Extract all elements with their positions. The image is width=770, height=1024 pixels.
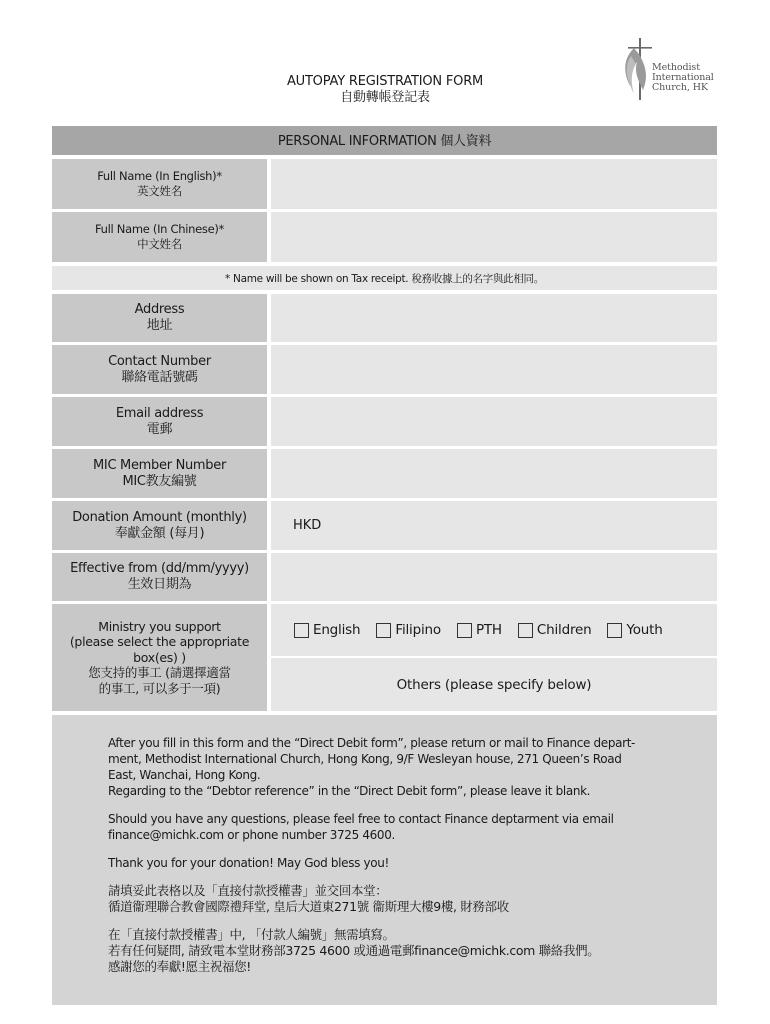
instructions-contact-zh: 在「直接付款授權書」中, 「付款人編號」無需填寫。 若有任何疑問, 請致電本堂財務部3725 4600 或通過電郵finance@michk.com 聯絡我們。 感謝您的奉獻!愿主祝福您! (108, 927, 600, 974)
name-zh-label: Full Name (In Chinese)* 中文姓名 (52, 212, 267, 262)
name-zh-row (52, 212, 717, 262)
church-logo-text: Methodist International Church, HK (652, 62, 714, 93)
member-field[interactable] (271, 449, 717, 498)
name-en-field[interactable] (271, 159, 717, 209)
contact-field[interactable] (271, 345, 717, 394)
email-field[interactable] (271, 397, 717, 446)
ministry-row (52, 604, 717, 711)
name-note: * Name will be shown on Tax receipt. 稅務收據上的名字與此相同。 (52, 266, 717, 290)
address-field[interactable] (271, 294, 717, 342)
checkbox[interactable] (607, 623, 622, 638)
checkbox[interactable] (457, 623, 472, 638)
form-title-en: AUTOPAY REGISTRATION FORM (286, 74, 484, 89)
form-title (230, 74, 540, 106)
member-label: MIC Member Number MIC教友編號 (52, 449, 267, 498)
contact-row (52, 345, 717, 394)
ministry-others-field[interactable] (271, 658, 717, 711)
ministry-option-pth[interactable]: PTH (457, 622, 502, 638)
checkbox[interactable] (376, 623, 391, 638)
donation-label: Donation Amount (monthly) 奉獻金額 (每月) (52, 501, 267, 550)
ministry-option-filipino[interactable]: Filipino (376, 622, 441, 638)
address-row (52, 294, 717, 342)
donation-row (52, 501, 717, 550)
member-row (52, 449, 717, 498)
section-header: PERSONAL INFORMATION 個人資料 (52, 126, 717, 155)
email-label: Email address 電郵 (52, 397, 267, 446)
effective-field[interactable] (271, 553, 717, 601)
ministry-option-children[interactable]: Children (518, 622, 592, 638)
name-en-row (52, 159, 717, 209)
checkbox[interactable] (518, 623, 533, 638)
contact-label: Contact Number 聯絡電話號碼 (52, 345, 267, 394)
instructions-return-zh: 請填妥此表格以及「直接付款授權書」並交回本堂： 循道衞理聯合教會國際禮拜堂, 皇后大道東271號 衞斯理大樓9樓, 財務部收 (108, 883, 509, 914)
instructions-block (52, 715, 717, 1005)
ministry-option-english[interactable]: English (294, 622, 360, 638)
form-title-zh: 自動轉帳登記表 (340, 90, 430, 105)
donation-field[interactable]: HKD (271, 501, 717, 550)
instructions-return: After you fill in this form and the “Direct Debit form”, please return or mail to Finance depart- ment, Methodist International Church, Hong Kong, 9/F Wesleyan house, 271 Queen’s Road East, Wanchai, Hong Kong. Regarding to the “Debtor reference” in the “Direct Debit form”, please leave it blank. (108, 736, 636, 798)
ministry-option-youth[interactable]: Youth (607, 622, 662, 638)
ministry-options (271, 604, 717, 656)
effective-label: Effective from (dd/mm/yyyy) 生效日期為 (52, 553, 267, 601)
effective-row (52, 553, 717, 601)
ministry-others-label: Others (please specify below) (396, 676, 592, 693)
instructions-thanks: Thank you for your donation! May God bless you! (108, 856, 389, 870)
checkbox[interactable] (294, 623, 309, 638)
ministry-label: Ministry you support (please select the appropriate box(es) ) 您支持的事工 (請選擇適當 的事工, 可以多于一項) (52, 604, 267, 711)
address-label: Address 地址 (52, 294, 267, 342)
name-zh-field[interactable] (271, 212, 717, 262)
email-row (52, 397, 717, 446)
instructions-contact: Should you have any questions, please feel free to contact Finance deptarment via email finance@michk.com or phone number 3725 4600. (108, 812, 614, 842)
name-en-label: Full Name (In English)* 英文姓名 (52, 159, 267, 209)
